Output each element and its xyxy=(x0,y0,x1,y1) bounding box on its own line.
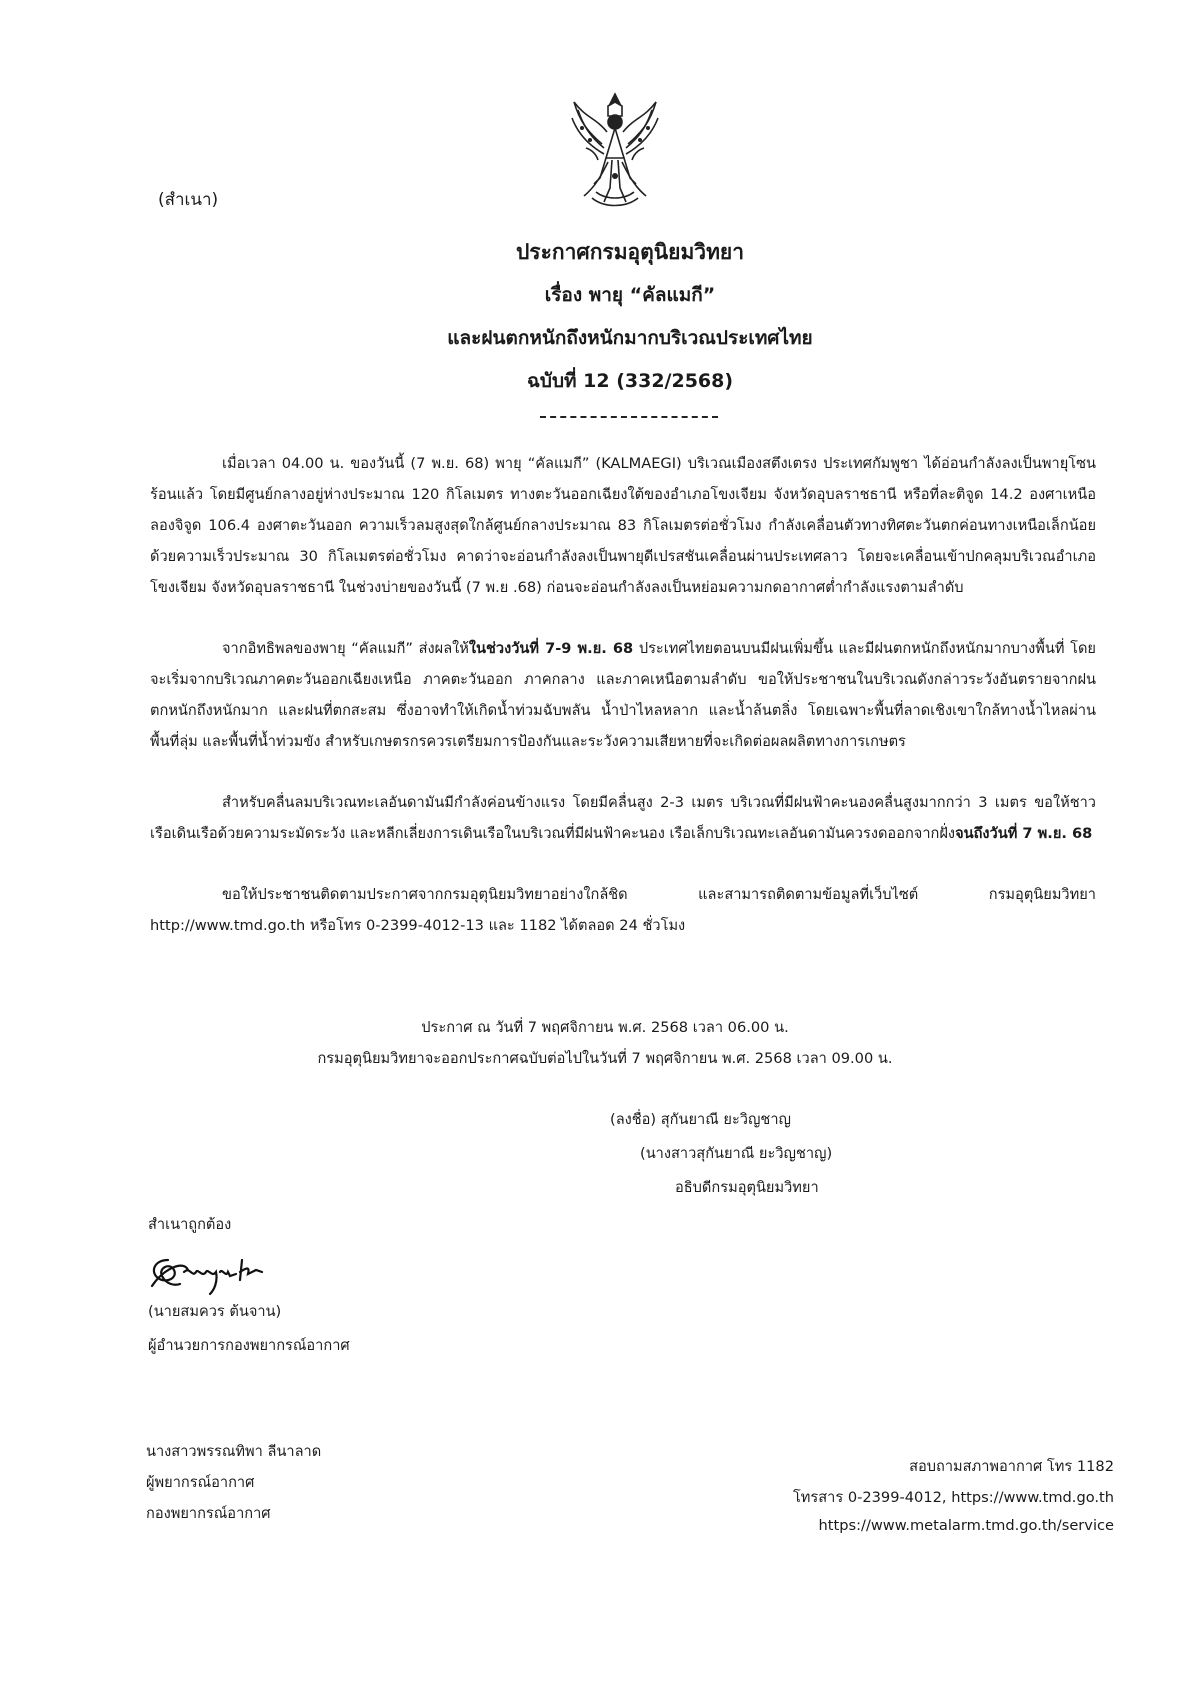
garuda-emblem-icon xyxy=(566,88,664,210)
paragraph-text: ขอให้ประชาชนติดตามประกาศจากกรมอุตุนิยมวิทยาอย่างใกล้ชิด และสามารถติดตามข้อมูลที่เว็บไซต์ กรมอุตุนิยมวิทยา http://www.tmd.go.th หรือโทร 0-2399-4012-13 และ 1182 ได้ตลอด 24 ชั่วโมง xyxy=(150,886,1096,934)
paragraph-sea-warning xyxy=(150,787,1096,849)
paragraph-storm-status xyxy=(150,448,1096,603)
document-subject: เรื่อง พายุ “คัลแมกี” xyxy=(544,284,716,306)
next-issue-datetime: กรมอุตุนิยมวิทยาจะออกประกาศฉบับต่อไปในวันที่ 7 พฤศจิกายน พ.ศ. 2568 เวลา 09.00 น. xyxy=(317,1050,893,1067)
paragraph-text: จากอิทธิพลของพายุ “คัลแมกี” ส่งผลให้ xyxy=(222,640,469,657)
contact-fax-website: โทรสาร 0-2399-4012, https://www.tmd.go.th xyxy=(792,1489,1114,1506)
paragraph-rain-impact xyxy=(150,633,1096,757)
certified-copy-label: สำเนาถูกต้อง xyxy=(148,1216,232,1233)
certifier-position: ผู้อำนวยการกองพยากรณ์อากาศ xyxy=(148,1337,350,1354)
paragraph-text: สำหรับคลื่นลมบริเวณทะเลอันดามันมีกำลังค่อนข้างแรง โดยมีคลื่นสูง 2-3 เมตร บริเวณที่มีฝนฟ้าคะนองคลื่นสูงมากกว่า 3 เมตร ขอให้ชาวเรือเดินเรือด้วยความระมัดระวัง และหลีกเลี่ยงการเดินเรือในบริเวณที่มีฝนฟ้าคะนอง เรือเล็กบริเวณทะเลอันดามันควรงดออกจากฝั่ง xyxy=(150,794,1096,842)
copy-label: (สำเนา) xyxy=(158,190,219,210)
paragraph-text-continued: ประเทศไทยตอนบนมีฝนเพิ่มขึ้น และมีฝนตกหนักถึงหนักมากบางพื้นที่ โดยจะเริ่มจากบริเวณภาคตะวันออกเฉียงเหนือ ภาคตะวันออก ภาคกลาง และภาคเหนือตามลำดับ ขอให้ประชาชนในบริเวณดังกล่าวระวังอันตรายจากฝนตกหนักถึงหนักมาก และฝนที่ตกสะสม ซึ่งอาจทำให้เกิดน้ำท่วมฉับพลัน น้ำป่าไหลหลาก และน้ำล้นตลิ่ง โดยเฉพาะพื้นที่ลาดเชิงเขาใกล้ทางน้ำไหลผ่าน พื้นที่ลุ่ม และพื้นที่น้ำท่วมขัง สำหรับเกษตรกรควรเตรียมการป้องกันและระวังความเสียหายที่จะเกิดต่อผลผลิตทางการเกษตร xyxy=(150,640,1096,750)
contact-service-url: https://www.metalarm.tmd.go.th/service xyxy=(818,1517,1114,1534)
date-range-highlight: ในช่วงวันที่ 7-9 พ.ย. 68 xyxy=(468,640,634,657)
document-title: ประกาศกรมอุตุนิยมวิทยา xyxy=(515,240,745,264)
paragraph-text: เมื่อเวลา 04.00 น. ของวันนี้ (7 พ.ย. 68) พายุ “คัลแมกี” (KALMAEGI) บริเวณเมืองสตึงเตรง ประเทศกัมพูชา ได้อ่อนกำลังลงเป็นพายุโซนร้อนแล้ว โดยมีศูนย์กลางอยู่ห่างประมาณ 120 กิโลเมตร ทางตะวันออกเฉียงใต้ของอำเภอโขงเจียม จังหวัดอุบลราชธานี หรือที่ละติจูด 14.2 องศาเหนือ ลองจิจูด 106.4 องศาตะวันออก ความเร็วลมสูงสุดใกล้ศูนย์กลางประมาณ 83 กิโลเมตรต่อชั่วโมง กำลังเคลื่อนตัวทางทิศตะวันตกค่อนทางเหนือเล็กน้อย ด้วยความเร็วประมาณ 30 กิโลเมตรต่อชั่วโมง คาดว่าจะอ่อนกำลังลงเป็นพายุดีเปรสชันเคลื่อนผ่านประเทศลาว โดยจะเคลื่อนเข้าปกคลุมบริเวณอำเภอโขงเจียม จังหวัดอุบลราชธานี ในช่วงบ่ายของวันนี้ (7 พ.ย .68) ก่อนจะอ่อนกำลังลงเป็นหย่อมความกดอากาศต่ำกำลังแรงตามลำดับ xyxy=(150,455,1096,596)
date-highlight: จนถึงวันที่ 7 พ.ย. 68 xyxy=(955,825,1093,842)
issued-datetime: ประกาศ ณ วันที่ 7 พฤศจิกายน พ.ศ. 2568 เวลา 06.00 น. xyxy=(421,1019,789,1036)
issue-number: ฉบับที่ 12 (332/2568) xyxy=(526,370,734,392)
paragraph-contact xyxy=(150,879,1096,941)
signatory-name: (นางสาวสุกันยาณี ยะวิญชาญ) xyxy=(640,1145,833,1162)
certifier-name: (นายสมควร ต้นจาน) xyxy=(148,1303,282,1320)
document-subject-continued: และฝนตกหนักถึงหนักมากบริเวณประเทศไทย xyxy=(447,327,813,349)
forecaster-name: นางสาวพรรณทิพา ลีนาลาด xyxy=(146,1443,322,1460)
contact-phone: สอบถามสภาพอากาศ โทร 1182 xyxy=(909,1458,1114,1475)
forecaster-title: ผู้พยากรณ์อากาศ xyxy=(146,1474,255,1491)
signatory-position: อธิบดีกรมอุตุนิยมวิทยา xyxy=(675,1179,819,1196)
title-divider xyxy=(540,416,718,418)
signature-line: (ลงชื่อ) สุกันยาณี ยะวิญชาญ xyxy=(610,1111,791,1128)
handwritten-signature-icon xyxy=(144,1238,274,1298)
forecaster-division: กองพยากรณ์อากาศ xyxy=(146,1505,271,1522)
